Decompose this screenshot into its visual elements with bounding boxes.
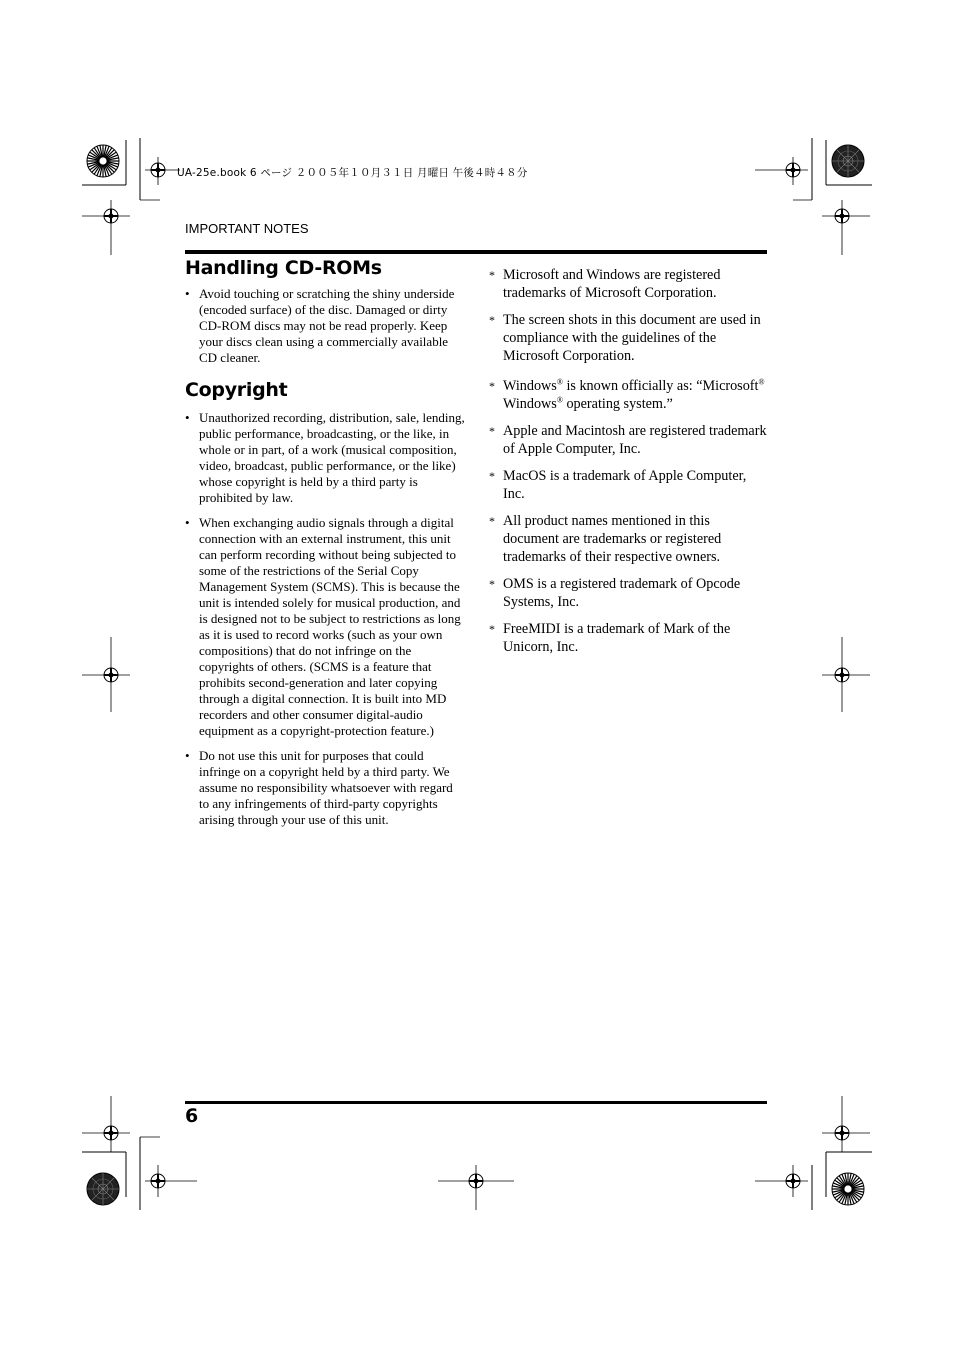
left-column	[185, 255, 465, 837]
crosshair-left-bottom	[82, 1096, 130, 1152]
note-asterisk: *	[489, 313, 495, 327]
bullet-mark: •	[185, 410, 190, 425]
note-apple	[487, 422, 769, 458]
note-asterisk: *	[489, 577, 495, 591]
handling-list	[185, 286, 465, 366]
note-text-segment: operating system.”	[562, 396, 673, 412]
list-item	[185, 410, 465, 506]
starburst-bottom-right	[832, 1173, 864, 1205]
crosshair-bottom-center	[438, 1165, 514, 1210]
solidburst-top-right	[832, 145, 864, 177]
list-item	[185, 515, 465, 739]
crosshair-top-left	[145, 157, 180, 185]
top-rule	[185, 250, 767, 254]
crosshair-bottom-right	[755, 1165, 808, 1197]
note-text: MacOS is a trademark of Apple Computer, Inc.	[503, 468, 747, 502]
note-microsoft	[487, 266, 769, 302]
note-asterisk: *	[489, 379, 495, 393]
crosshair-right-bottom	[822, 1096, 870, 1152]
note-freemidi	[487, 620, 769, 656]
note-text: OMS is a registered trademark of Opcode Systems, Inc.	[503, 576, 741, 610]
note-text: Apple and Macintosh are registered trademark of Apple Computer, Inc.	[503, 423, 767, 457]
note-macos	[487, 467, 769, 503]
note-all-products	[487, 512, 769, 566]
right-column	[487, 266, 769, 665]
page-number: 6	[185, 1105, 199, 1127]
list-item-text: Do not use this unit for purposes that could infringe on a copyright held by a third party. We assume no responsibility whatsoever with regard to any infringements of third-party copyrights arising through your use of this unit.	[199, 748, 453, 827]
crosshair-right-middle	[822, 637, 870, 712]
crosshair-left-middle	[82, 637, 130, 712]
list-item-text: When exchanging audio signals through a digital connection with an external instrument, this unit can perform recording without being subjected to some of the restrictions of the Serial Copy Management System (SCMS). This is because the unit is intended solely for musical production, and is designed not to be subject to restrictions as long as it is used to record works (such as your own compositions) that do not infringe on the copyrights of others. (SCMS is a feature that prohibits second-generation and later copying through a digital connection. It is built into MD recorders and other consumer digital-audio equipment as a copyright-protection feature.)	[199, 515, 461, 738]
list-item	[185, 748, 465, 828]
note-asterisk: *	[489, 514, 495, 528]
running-head: IMPORTANT NOTES	[185, 221, 309, 236]
trademark-notes	[487, 266, 769, 656]
registered-mark: ®	[556, 377, 563, 387]
solidburst-bottom-left	[87, 1173, 119, 1205]
crosshair-right-top	[822, 200, 870, 255]
registered-mark: ®	[758, 377, 765, 387]
note-text: Microsoft and Windows are registered trademarks of Microsoft Corporation.	[503, 267, 721, 301]
note-windows-official	[487, 377, 769, 413]
copyright-list	[185, 410, 465, 828]
note-asterisk: *	[489, 268, 495, 282]
list-item-text: Unauthorized recording, distribution, sale, lending, public performance, broadcasting, or the like, in whole or in part, of a work (musical composition, video, broadcast, public performance, or the like) whose copyright is held by a third party is prohibited by law.	[199, 410, 465, 505]
bullet-mark: •	[185, 286, 190, 301]
note-asterisk: *	[489, 469, 495, 483]
note-text-segment: is known officially as: “Microsoft	[562, 378, 759, 394]
heading-copyright: Copyright	[185, 379, 288, 401]
windows-word: Windows	[503, 396, 557, 412]
note-oms	[487, 575, 769, 611]
crosshair-top-right	[755, 157, 808, 185]
note-asterisk: *	[489, 622, 495, 636]
heading-handling-cd-roms: Handling CD-ROMs	[185, 257, 382, 279]
list-item	[185, 286, 465, 366]
note-text: FreeMIDI is a trademark of Mark of the Unicorn, Inc.	[503, 621, 731, 655]
bullet-mark: •	[185, 515, 190, 530]
registered-mark: ®	[556, 395, 563, 405]
note-asterisk: *	[489, 424, 495, 438]
file-header: UA-25e.book 6 ページ ２００５年１０月３１日 月曜日 午後４時４８分	[177, 167, 528, 179]
crosshair-left-top	[82, 200, 130, 255]
note-screenshots	[487, 311, 769, 365]
bullet-mark: •	[185, 748, 190, 763]
note-text	[503, 378, 765, 412]
starburst-top-left	[87, 145, 119, 177]
note-text: All product names mentioned in this document are trademarks or registered trademarks of their respective owners.	[503, 513, 722, 565]
windows-word: Windows	[503, 378, 557, 394]
bottom-rule	[185, 1101, 767, 1104]
crosshair-bottom-left	[145, 1165, 197, 1197]
note-text: The screen shots in this document are used in compliance with the guidelines of the Microsoft Corporation.	[503, 312, 761, 364]
list-item-text: Avoid touching or scratching the shiny underside (encoded surface) of the disc. Damaged or dirty CD-ROM discs may not be read properly. Keep your discs clean using a commercially available CD cleaner.	[199, 286, 455, 365]
